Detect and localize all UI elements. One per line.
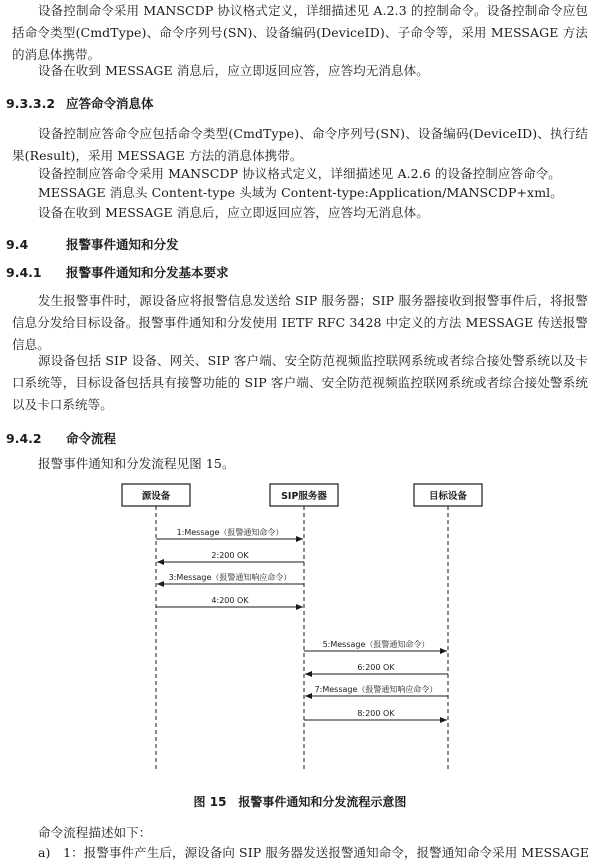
lane-label: SIP服务器 — [281, 491, 327, 502]
message-label: 2:200 OK — [211, 551, 249, 560]
section-number: 9.3.3.2 — [6, 96, 56, 111]
paragraph-response-format: 设备控制应答命令采用 MANSCDP 协议格式定义，详细描述见 A.2.6 的设备控制应答命令。 — [38, 166, 561, 181]
figure-caption: 图 15 报警事件通知和分发流程示意图 — [193, 795, 407, 809]
lane-label: 源设备 — [141, 491, 171, 502]
paragraph-response-rule-1: 设备在收到 MESSAGE 消息后，应立即返回应答，应答均无消息体。 — [38, 63, 429, 78]
lane-label: 目标设备 — [428, 491, 468, 502]
section-title: 命令流程 — [66, 431, 117, 446]
message-label: 1:Message（报警通知命令） — [176, 528, 284, 537]
message-label: 8:200 OK — [357, 709, 395, 718]
message-label: 6:200 OK — [357, 663, 395, 672]
paragraph-control-command: 设备控制命令采用 MANSCDP 协议格式定义，详细描述见 A.2.3 的控制命令。设备控制命令应包括命令类型(CmdType)、命令序列号(SN)、设备编码(DeviceID)、子命令等，采用 MESSAGE 方法的消息体携带。 — [12, 3, 588, 62]
section-title: 报警事件通知和分发基本要求 — [66, 265, 229, 280]
sequence-diagram — [0, 470, 600, 790]
messages — [156, 527, 448, 720]
section-number: 9.4 — [6, 237, 29, 252]
section-heading-9-4-2 — [6, 428, 586, 450]
paragraph-step-a: a) 1：报警事件产生后，源设备向 SIP 服务器发送报警通知命令，报警通知命令采用 MESSAGE — [38, 845, 590, 860]
section-number: 9.4.2 — [6, 431, 42, 446]
paragraph-response-body: 设备控制应答命令应包括命令类型(CmdType)、命令序列号(SN)、设备编码(DeviceID)、执行结果(Result)，采用 MESSAGE 方法的消息体携带。 — [12, 126, 588, 163]
section-title: 应答命令消息体 — [66, 96, 154, 111]
paragraph-alarm-requirement: 发生报警事件时，源设备应将报警信息发送给 SIP 服务器；SIP 服务器接收到报警事件后，将报警信息分发给目标设备。报警事件通知和分发使用 IETF RFC 3428 中定义的方法 MESSAGE 传送报警信息。 — [12, 293, 588, 352]
lifelines — [122, 484, 482, 770]
paragraph-source-target-devices: 源设备包括 SIP 设备、网关、SIP 客户端、安全防范视频监控联网系统或者综合接处警系统以及卡口系统等，目标设备包括具有接警功能的 SIP 客户端、安全防范视频监控联网系统或者综合接处警系统以及卡口系统等。 — [12, 353, 588, 412]
paragraph-content-type: MESSAGE 消息头 Content-type 头域为 Content-type:Application/MANSCDP+xml。 — [38, 185, 563, 200]
message-label: 5:Message（报警通知命令） — [322, 640, 430, 649]
section-heading-9-4 — [6, 234, 586, 256]
paragraph-response-rule-2: 设备在收到 MESSAGE 消息后，应立即返回应答，应答均无消息体。 — [38, 205, 429, 220]
message-label: 4:200 OK — [211, 596, 249, 605]
section-number: 9.4.1 — [6, 265, 42, 280]
section-title: 报警事件通知和分发 — [66, 237, 179, 252]
message-label: 3:Message（报警通知响应命令） — [168, 573, 292, 582]
section-heading-9-3-3-2 — [6, 93, 586, 115]
paragraph-flow-reference: 报警事件通知和分发流程见图 15。 — [38, 456, 235, 471]
paragraph-flow-description: 命令流程描述如下： — [38, 825, 152, 840]
section-heading-9-4-1 — [6, 262, 586, 284]
message-label: 7:Message（报警通知响应命令） — [314, 685, 438, 694]
